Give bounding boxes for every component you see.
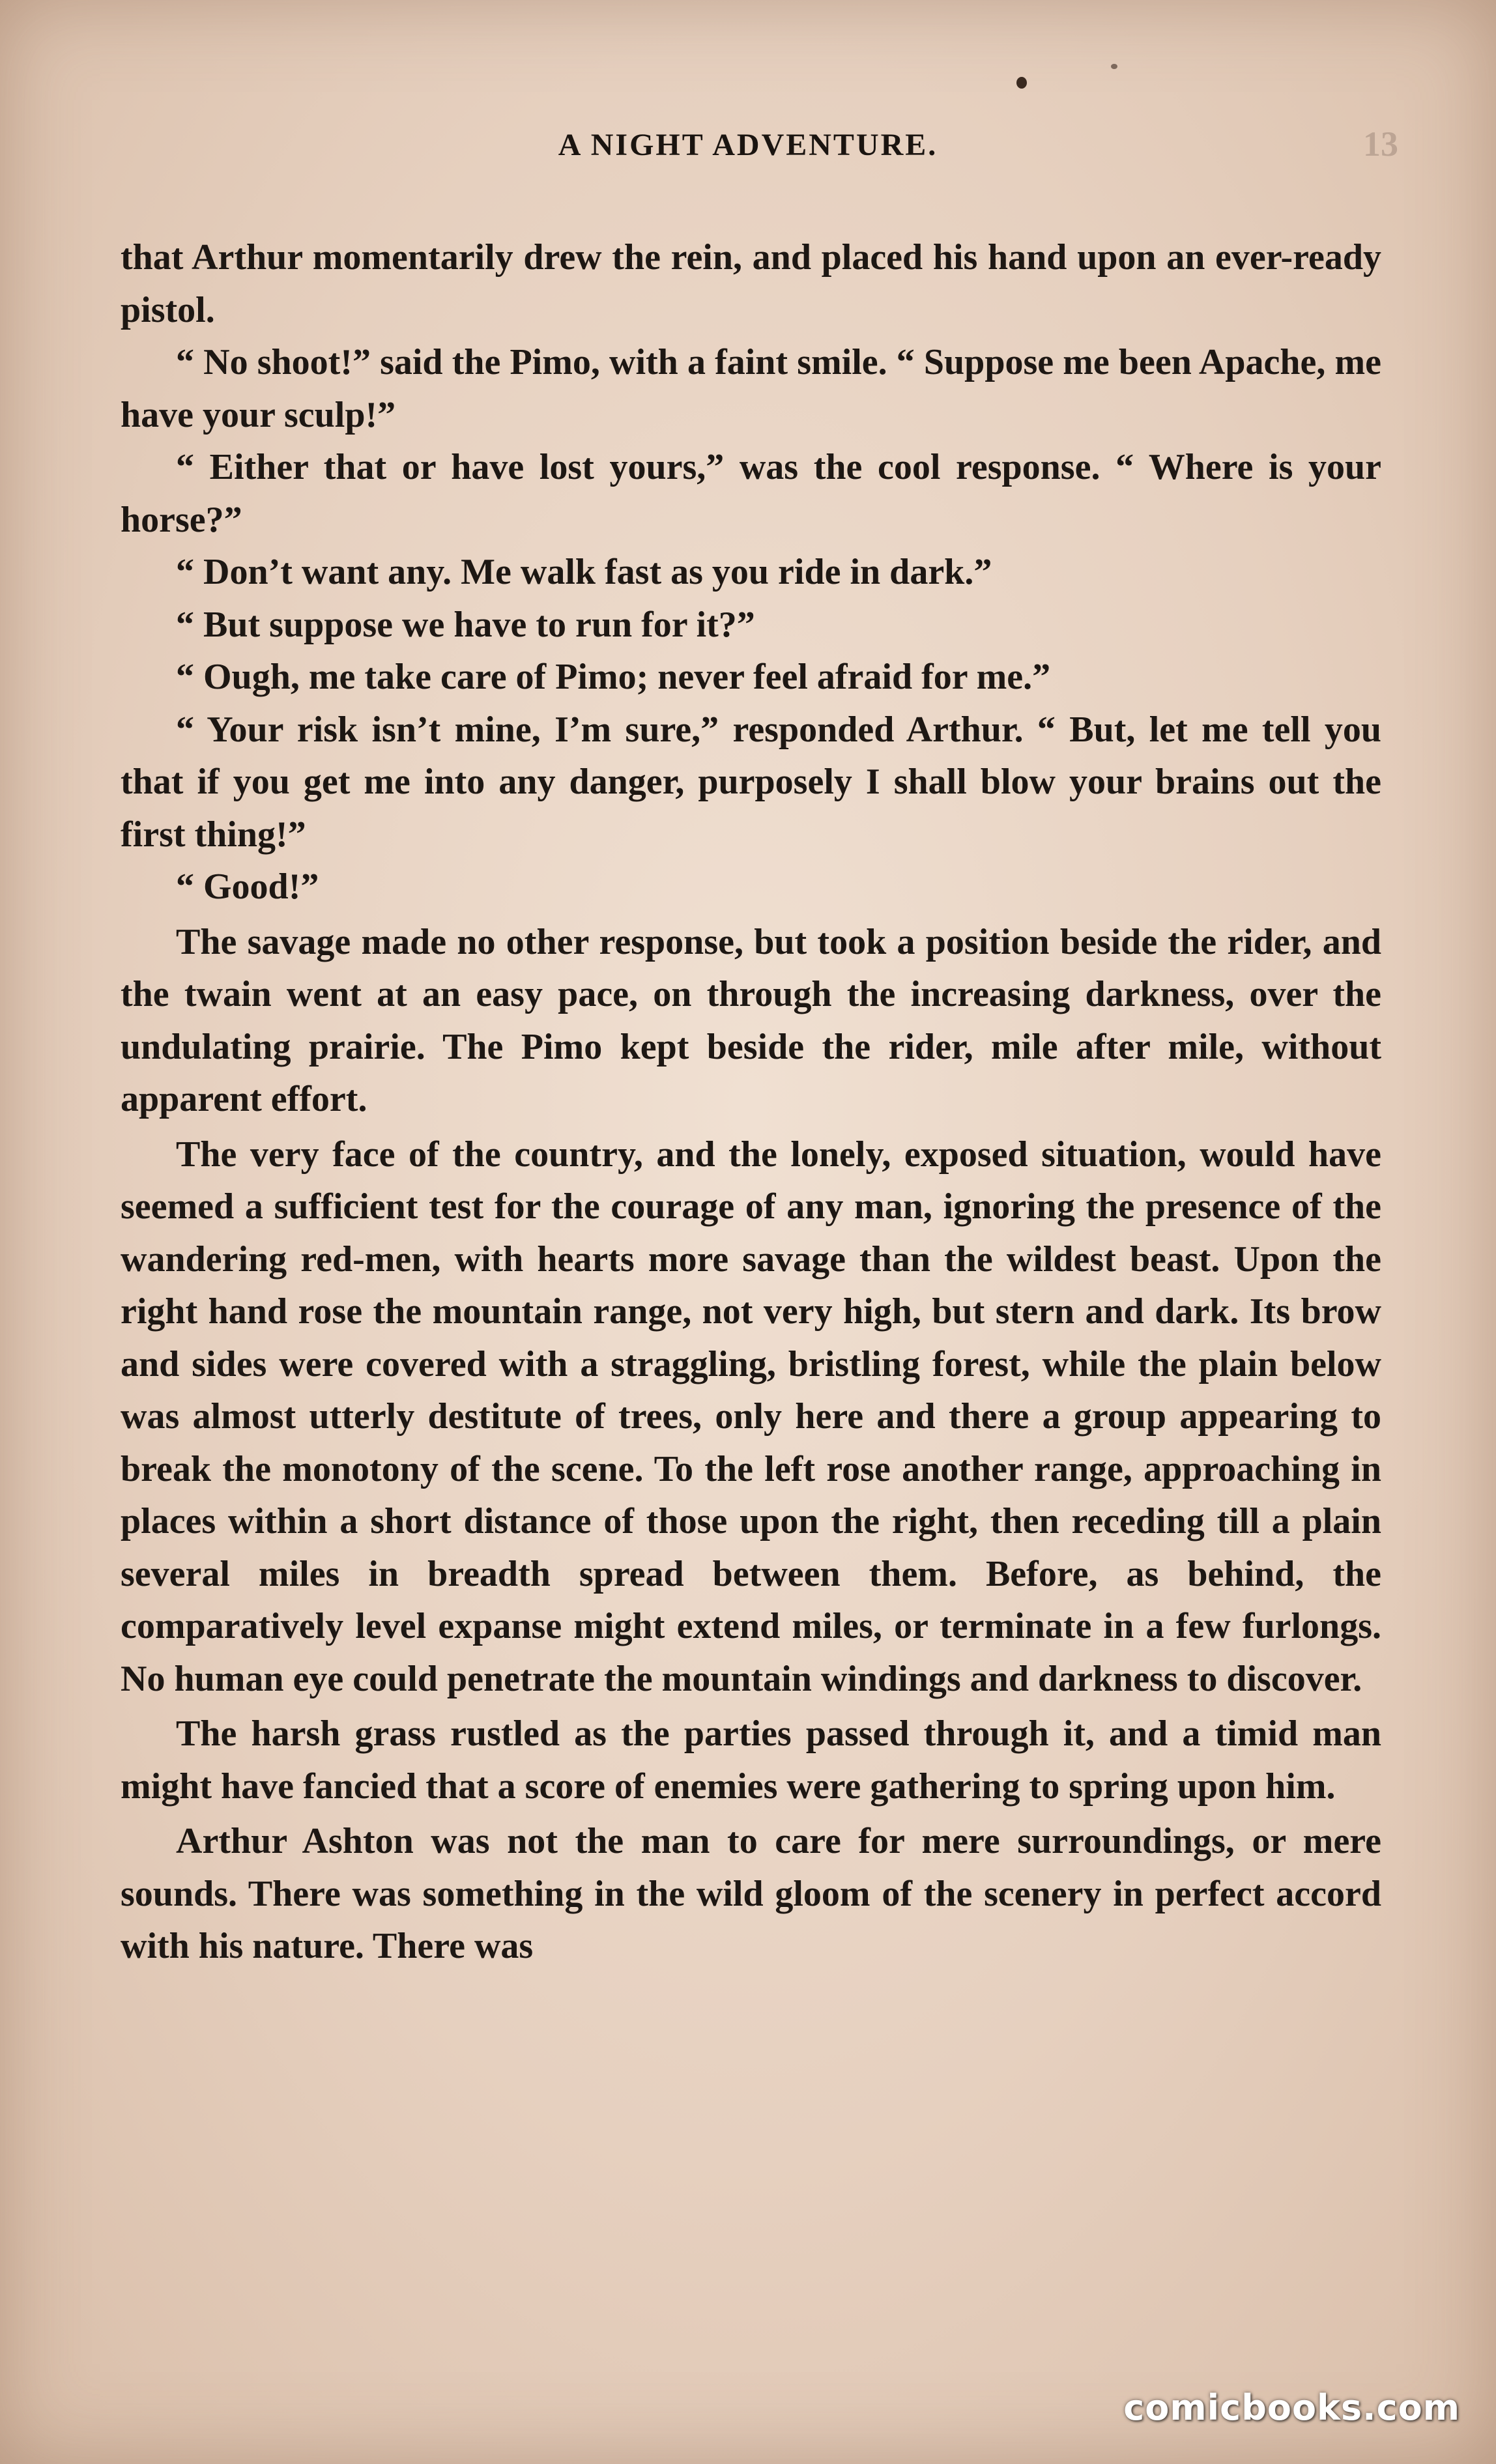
paragraph: “ Either that or have lost yours,” was the cool response. “ Where is your horse?”	[121, 447, 1381, 540]
paragraph: “ But suppose we have to run for it?”	[176, 604, 755, 645]
running-header: A NIGHT ADVENTURE.	[558, 128, 938, 162]
ink-speck	[1111, 64, 1117, 69]
paragraph: that Arthur momentarily drew the rein, and placed his hand upon an ever-ready pistol.	[121, 237, 1381, 330]
paragraph: “ Your risk isn’t mine, I’m sure,” responded Arthur. “ But, let me tell you that if you get me into any danger, purposely I shall blow your brains out the first thing!”	[121, 709, 1381, 855]
paragraph: “ Don’t want any. Me walk fast as you ride in dark.”	[176, 552, 992, 592]
page-number: 13	[1363, 124, 1398, 164]
paragraph: “ Ough, me take care of Pimo; never feel afraid for me.”	[176, 657, 1051, 697]
paragraph: The harsh grass rustled as the parties passed through it, and a timid man might have fancied that a score of enemies were gathering to spring upon him.	[121, 1713, 1381, 1807]
paragraph: The savage made no other response, but took a position beside the rider, and the twain went at an easy pace, on through the increasing darkness, over the undulating prairie. The Pimo kept beside the rider, mile after mile, without apparent effort.	[121, 921, 1381, 1119]
watermark: comicbooks.com	[1123, 2387, 1460, 2428]
ink-speck	[1016, 77, 1027, 89]
paragraph: The very face of the country, and the lonely, exposed situation, would have seemed a sufficient test for the courage of any man, ignoring the presence of the wandering red-men, with hearts more savage than the wildest beast. Upon the right hand rose the mountain range, not very high, but stern and dark. Its brow and sides were covered with a straggling, bristling forest, while the plain below was almost utterly destitute of trees, only here and there a group appearing to break the monotony of the scene. To the left rose another range, approaching in places within a short distance of those upon the right, then receding till a plain several miles in breadth spread between them. Before, as behind, the comparatively level expanse might extend miles, or terminate in a few furlongs. No human eye could penetrate the mountain windings and darkness to discover.	[121, 1134, 1381, 1699]
paragraph: Arthur Ashton was not the man to care for mere surroundings, or mere sounds. There was something in the wild gloom of the scenery in perfect accord with his nature. There was	[121, 1821, 1381, 1966]
body-text	[121, 231, 1381, 1973]
paragraph: “ Good!”	[176, 867, 319, 907]
paragraph: “ No shoot!” said the Pimo, with a faint smile. “ Suppose me been Apache, me have your sculp!”	[121, 342, 1381, 435]
